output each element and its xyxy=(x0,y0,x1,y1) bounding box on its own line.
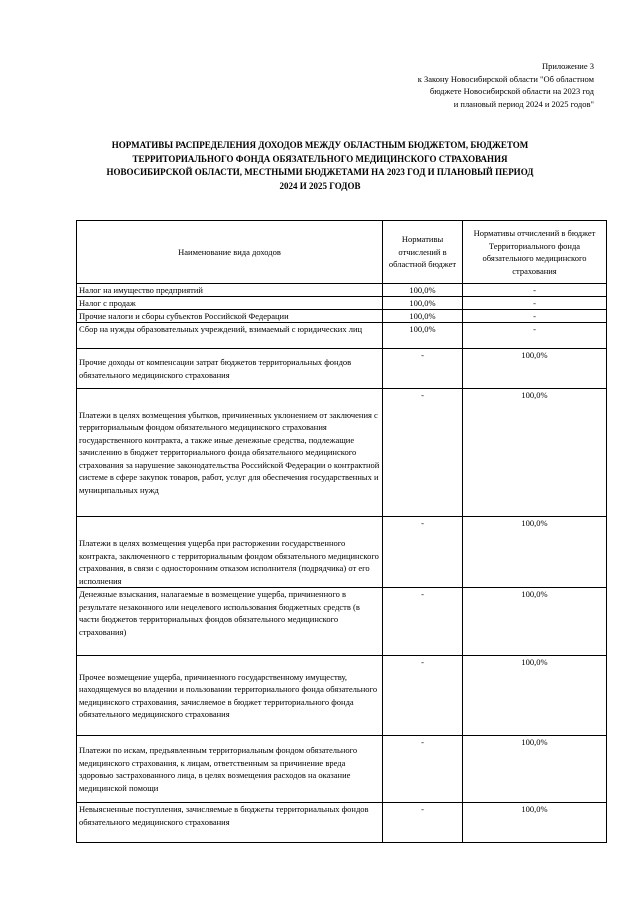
income-type-cell: Платежи по искам, предъявленным территориальным фондом обязательного медицинского страхования, к лицам, ответственным за причинение вреда здоровью застрахованного лица, в целях возмещения расходов на оказание медицинской помощи xyxy=(77,736,383,803)
table-row xyxy=(77,588,607,656)
table-row xyxy=(77,349,607,389)
table-row xyxy=(77,736,607,803)
fund-norm-cell: 100,0% xyxy=(463,349,607,389)
regional-norm-cell: - xyxy=(383,736,463,803)
regional-norm-cell: - xyxy=(383,803,463,843)
table-row xyxy=(77,297,607,310)
appendix-line: бюджете Новосибирской области на 2023 год xyxy=(429,86,594,96)
fund-norm-cell: 100,0% xyxy=(463,517,607,588)
table-row xyxy=(77,284,607,297)
fund-norm-cell: 100,0% xyxy=(463,588,607,656)
table-row xyxy=(77,310,607,323)
appendix-line: и плановый период 2024 и 2025 годов" xyxy=(453,98,594,109)
fund-norm-cell: - xyxy=(463,323,607,349)
income-type-cell: Денежные взыскания, налагаемые в возмещение ущерба, причиненного в результате незаконного или нецелевого использования бюджетных средств (в части бюджетов территориальных фондов обязательного медицинского страхования) xyxy=(77,588,383,656)
fund-norm-cell: - xyxy=(463,284,607,297)
fund-norm-cell: 100,0% xyxy=(463,656,607,736)
table-row xyxy=(77,803,607,843)
fund-norm-cell: - xyxy=(463,310,607,323)
table-row xyxy=(77,656,607,736)
income-type-cell: Сбор на нужды образовательных учреждений, взимаемый с юридических лиц xyxy=(77,323,383,349)
income-type-cell: Прочие доходы от компенсации затрат бюджетов территориальных фондов обязательного медицинского страхования xyxy=(77,349,383,389)
document-title: НОРМАТИВЫ РАСПРЕДЕЛЕНИЯ ДОХОДОВ МЕЖДУ ОБЛАСТНЫМ БЮДЖЕТОМ, БЮДЖЕТОМ ТЕРРИТОРИАЛЬНОГО ФОНДА ОБЯЗАТЕЛЬНОГО МЕДИЦИНСКОГО СТРАХОВАНИЯ НОВОСИБИРСКОЙ ОБЛАСТИ, МЕСТНЫМИ БЮДЖЕТАМИ НА 2023 ГОД И ПЛАНОВЫЙ ПЕРИОД 2024 И 2025 ГОДОВ xyxy=(106,140,534,191)
table-header-row xyxy=(77,221,607,284)
column-header-fund-budget: Нормативы отчислений в бюджет Территориального фонда обязательного медицинского страхования xyxy=(463,221,607,284)
income-distribution-table xyxy=(76,220,607,843)
regional-norm-cell: - xyxy=(383,349,463,389)
income-type-cell: Платежи в целях возмещения убытков, причиненных уклонением от заключения с территориальным фондом обязательного медицинского страхования государственного контракта, а также иные денежные средства, подлежащие зачислению в бюджет территориального фонда обязательного медицинского страхования за нарушение законодательства Российской Федерации о контрактной системе в сфере закупок товаров, работ, услуг для обеспечения государственных и муниципальных нужд xyxy=(77,389,383,517)
income-type-cell: Прочие налоги и сборы субъектов Российской Федерации xyxy=(77,310,383,323)
fund-norm-cell: - xyxy=(463,297,607,310)
income-type-cell: Налог на имущество предприятий xyxy=(77,284,383,297)
income-type-cell: Невыясненные поступления, зачисляемые в бюджеты территориальных фондов обязательного медицинского страхования xyxy=(77,803,383,843)
income-type-cell: Прочее возмещение ущерба, причиненного государственному имуществу, находящемуся во владении и пользовании территориального фонда обязательного медицинского страхования, зачисляемое в бюджет территориального фонда обязательного медицинского страхования xyxy=(77,656,383,736)
regional-norm-cell: - xyxy=(383,517,463,588)
appendix-line: к Закону Новосибирской области "Об областном xyxy=(417,73,594,84)
table-row xyxy=(77,517,607,588)
regional-norm-cell: 100,0% xyxy=(383,323,463,349)
income-type-cell: Платежи в целях возмещения ущерба при расторжении государственного контракта, заключенного с территориальным фондом обязательного медицинского страхования, в связи с односторонним отказом исполнителя (подрядчика) от его исполнения xyxy=(77,517,383,588)
column-header-regional-budget: Нормативы отчислений в областной бюджет xyxy=(383,221,463,284)
regional-norm-cell: - xyxy=(383,588,463,656)
regional-norm-cell: - xyxy=(383,389,463,517)
regional-norm-cell: 100,0% xyxy=(383,310,463,323)
fund-norm-cell: 100,0% xyxy=(463,389,607,517)
regional-norm-cell: - xyxy=(383,656,463,736)
table-row xyxy=(77,323,607,349)
appendix-line: Приложение 3 xyxy=(542,61,594,71)
fund-norm-cell: 100,0% xyxy=(463,803,607,843)
column-header-income-type: Наименование вида доходов xyxy=(77,221,383,284)
income-type-cell: Налог с продаж xyxy=(77,297,383,310)
regional-norm-cell: 100,0% xyxy=(383,284,463,297)
regional-norm-cell: 100,0% xyxy=(383,297,463,310)
fund-norm-cell: 100,0% xyxy=(463,736,607,803)
appendix-reference xyxy=(418,60,594,110)
table-row xyxy=(77,389,607,517)
